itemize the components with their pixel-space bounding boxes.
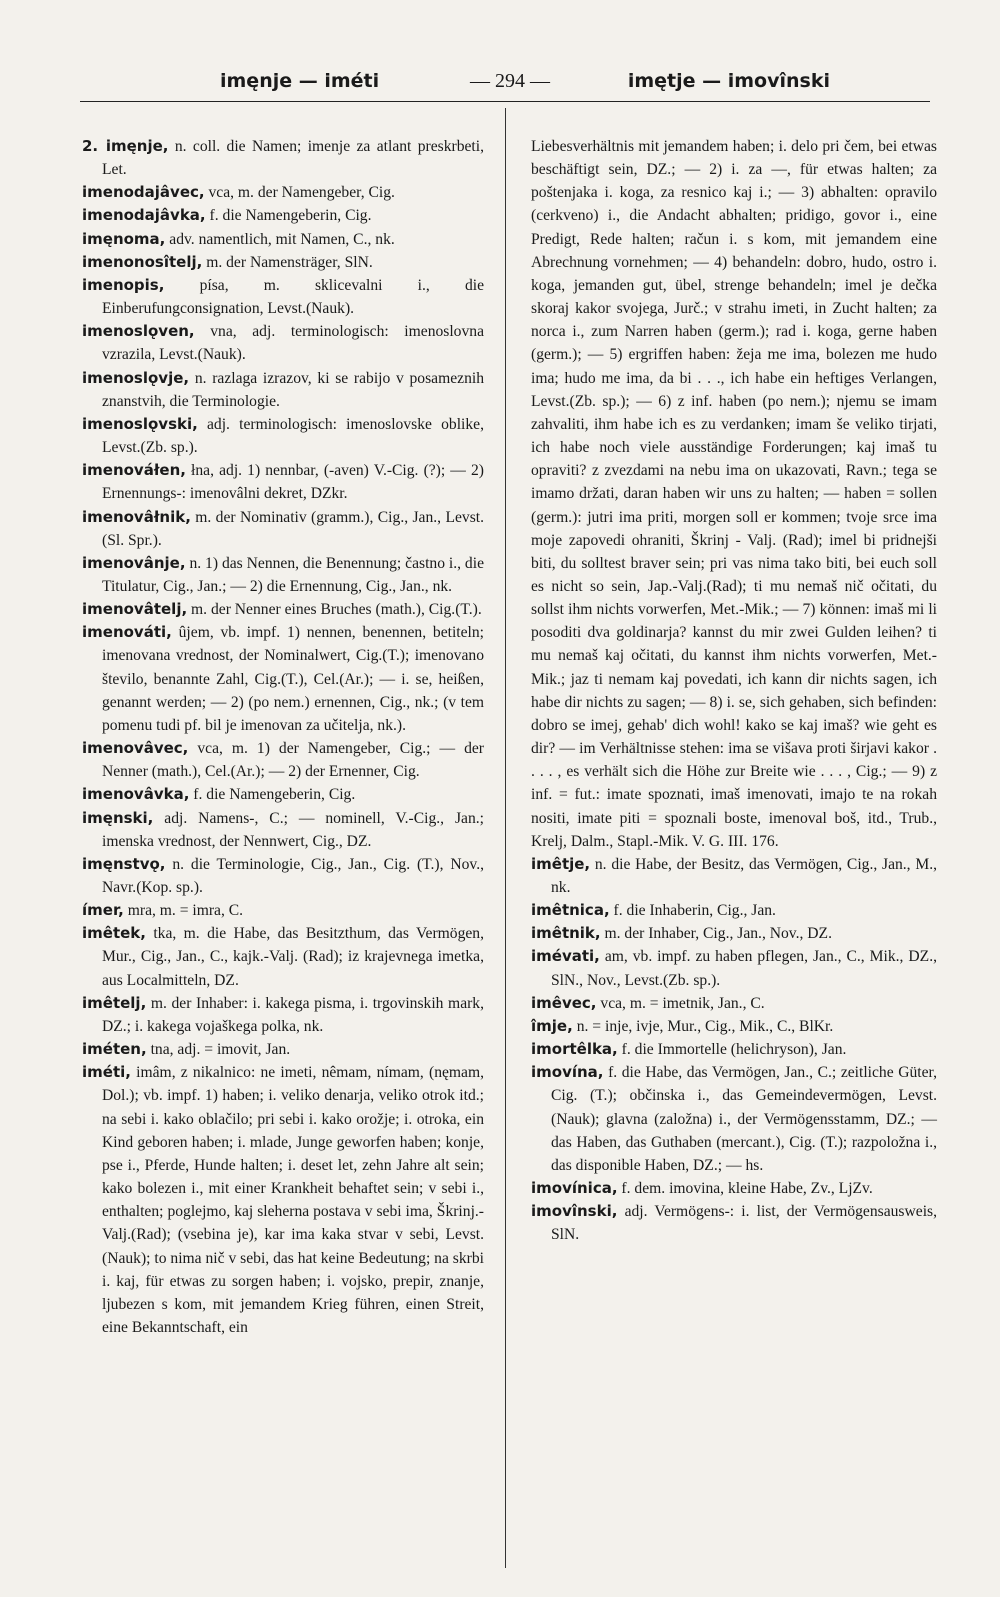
entry-definition: łna, adj. 1) nennbar, (-aven) V.-Cig. (?); — 2) Ernennungs-: imenovâlni dekret, DZkr. [102,462,484,503]
dictionary-entry [82,899,484,922]
entry-definition: f. die Inhaberin, Cig., Jan. [609,902,776,920]
dictionary-entry [531,1038,937,1061]
dictionary-entry [82,506,484,552]
dictionary-entry [82,274,484,320]
dictionary-entry [82,251,484,274]
entry-headword: 2. imęnje, [82,137,169,155]
entry-headword: imenonosîtelj, [82,252,203,271]
entry-definition: vca, m. der Namengeber, Cig. [204,184,395,202]
entry-headword: imenoslǫvski, [82,414,198,433]
entry-definition: f. die Habe, das Vermögen, Jan., C.; zeitliche Güter, Cig. (T.); občinska i., das Gemeindevermögen, Levst. (Nauk); glavna (založna) i., der Vermögensstamm, DZ.; — das Haben, das Guthaben (mercant.), Cig. (T.); razpoložna i., das disponible Haben, DZ.; — hs. [551,1064,937,1174]
entry-headword: imovína, [531,1063,604,1082]
entry-headword: imovînski, [531,1202,618,1221]
entry-headword: imêtje, [531,854,591,873]
entry-definition: vca, m. 1) der Namengeber, Cig.; — der Nenner (math.), Cel.(Ar.); — 2) der Ernenner, Cig. [102,740,484,781]
entry-headword: imenodajâvec, [82,183,205,202]
entry-definition: m. der Namensträger, SlN. [202,253,373,271]
entry-headword: imortêlka, [531,1040,618,1059]
dictionary-entry [82,992,484,1038]
entry-definition: mra, m. = imra, C. [123,902,244,920]
entry-definition: tna, adj. = imovit, Jan. [146,1041,291,1059]
entry-definition: imâm, z nikalnico: ne imeti, nêmam, nímam, (nęmam, Dol.); vb. impf. 1) haben; i. veliko denarja, veliko otrok itd.; na sebi i. kako oblačilo; pri sebi i. kako orožje; i. otroka, ein Kind geboren haben; i. mlade, Junge geworfen haben; konje, pse i., Pferde, Hunde halten; i. deset let, zehn Jahre alt sein; kako bolezen i., mit einer Krankheit behaftet sein; v sebi i., enthalten; poglejmo, kaj sleherna postava v sebi ima, Škrinj.-Valj.(Rad); (vsebina je), kar ima kaka stvar v sebi, Levst.(Nauk); to nima nič v sebi, das hat keine Bedeutung; na skrbi i. kaj, für etwas zu sorgen haben; i. vojsko, prepir, znanje, ljubezen s kom, mit jemandem Krieg führen, einen Streit, eine Bekanntschaft, ein [102,1064,484,1336]
entry-definition: f. die Namengeberin, Cig. [205,207,372,225]
dictionary-entry [82,621,484,737]
entry-definition: ûjem, vb. impf. 1) nennen, benennen, betiteln; imenovana vrednost, der Nominalwert, Cig.(T.); imenovano število, benannte Zahl, Cig.(T.), Cel.(Ar.); — i. se, heißen, genannt werden; — 2) (po nem.) ernennen, Cig., nk.; (v tem pomenu tudi pf. bil je imenovan za učitelja, nk.). [102,624,484,734]
right-column [531,135,937,1247]
entry-definition: n. razlaga izrazov, ki se rabijo v posameznih znanstvih, die Terminologie. [102,369,484,410]
dictionary-entry [82,181,484,204]
dictionary-entry [82,598,484,621]
entry-definition: adj. Namens-, C.; — nominell, V.-Cig., Jan.; imenska vrednost, der Nennwert, Cig., DZ. [102,809,484,850]
entry-headword: imenoslǫvje, [82,368,190,387]
dictionary-entry [82,320,484,366]
entry-headword: imenodajâvka, [82,206,206,225]
page-number: — 294 — [470,70,550,92]
entry-headword: iméti, [82,1063,131,1082]
dictionary-entry [531,922,937,945]
entry-headword: imévati, [531,947,600,966]
dictionary-entry [531,992,937,1015]
dictionary-entry [531,853,937,899]
dictionary-entry [82,737,484,783]
entry-headword: imęnski, [82,808,154,827]
dictionary-entry [82,1038,484,1061]
entry-definition: m. der Inhaber: i. kakega pisma, i. trgovinskih mark, DZ.; i. kakega vojaškega polka, nk. [102,994,484,1035]
entry-headword: imêtnik, [531,924,601,943]
header-right-guideword: imętje — imovînski [627,70,830,92]
entry-definition: f. die Immortelle (helichryson), Jan. [617,1041,847,1059]
dictionary-entry [82,552,484,598]
dictionary-entry [82,807,484,853]
entry-definition: n. die Habe, der Besitz, das Vermögen, Cig., Jan., M., nk. [551,855,937,896]
entry-headword: imenováti, [82,623,172,642]
entry-definition: n. die Terminologie, Cig., Jan., Cig. (T.), Nov., Navr.(Kop. sp.). [102,855,484,896]
dictionary-entry [82,783,484,806]
dictionary-entry [82,413,484,459]
entry-definition: m. der Inhaber, Cig., Jan., Nov., DZ. [600,925,832,943]
entry-headword: imęnoma, [82,229,166,248]
entry-definition: písa, m. sklicevalni i., die Einberufungconsignation, Levst.(Nauk). [102,276,484,318]
dictionary-entry [531,1177,937,1200]
dictionary-entry [531,1015,937,1038]
dictionary-entry [82,367,484,413]
entry-headword: iméten, [82,1040,147,1059]
dictionary-entry [531,899,937,922]
entry-definition: vna, adj. terminologisch: imenoslovna vzrazila, Levst.(Nauk). [102,323,484,364]
entry-headword: imenopis, [82,275,165,294]
dictionary-entry [82,922,484,991]
entry-headword: imęnstvǫ, [82,854,166,873]
dictionary-entry [82,135,484,181]
entry-definition: am, vb. impf. zu haben pflegen, Jan., C., Mik., DZ., SlN., Nov., Levst.(Zb. sp.). [551,948,937,989]
entry-definition: m. der Nenner eines Bruches (math.), Cig.(T.). [187,601,482,619]
entry-headword: imenovâvka, [82,785,190,804]
entry-headword: imêtnica, [531,901,610,920]
dictionary-entry [82,228,484,251]
entry-headword: imenovâvec, [82,739,189,758]
dictionary-entry [82,459,484,505]
left-column [82,135,484,1339]
entry-headword: imovínica, [531,1179,618,1198]
entry-definition: adj. Vermögens-: i. list, der Vermögensausweis, SlN. [551,1203,937,1244]
entry-headword: îmje, [531,1016,573,1035]
entry-headword: imenováłen, [82,461,186,480]
header-rule [80,101,930,102]
entry-definition: f. dem. imovina, kleine Habe, Zv., LjZv. [617,1180,873,1198]
column-divider [505,108,506,1568]
dictionary-entry [531,135,937,853]
entry-definition: adj. terminologisch: imenoslovske oblike, Levst.(Zb. sp.). [102,415,484,457]
entry-definition: tka, m. die Habe, das Besitzthum, das Vermögen, Mur., Cig., Jan., C., kajk.-Valj. (Rad); iz krajevnega imetka, aus Localmitteln, DZ. [102,925,484,989]
entry-definition: n. 1) das Nennen, die Benennung; častno i., die Titulatur, Cig., Jan.; — 2) die Ernennung, Cig., Jan., nk. [102,554,484,595]
entry-definition: Liebesverhältnis mit jemandem haben; i. delo pri čem, bei etwas beschäftigt sein, DZ.; — 2) i. za —, für etwas halten; za poštenjaka i. koga, za resnico kaj i.; — 3) abhalten: opravilo (cerkveno) i., die Andacht abhalten; pridigo, govor i., eine Predigt, Rede halten; račun i. s kom, mit jemandem eine Abrechnung vornehmen; — 4) behandeln: dobro, hudo, ostro i. koga, jemanden gut, übel, strenge behandeln; imel je dečka skoraj kakor svojega, Jurč.; v strahu imeti, in Zucht halten; za norca i., zum Narren haben (germ.); rad i. koga, gerne haben (germ.); — 5) ergriffen haben: žeja me ima, bolezen me hudo ima; hudo me ima, da bi . . ., ich habe ein heftiges Verlangen, Levst.(Zb. sp.); — 6) z inf. haben (po nem.); njemu se imam zahvaliti, ihm habe ich es zu verdanken; imam še veliko tirjati, ich habe noch viele ausständige Forderungen; kaj imaš tu opraviti? z zvezdami na nebu ima on ukazovati, Ravn.; tega se imamo držati, daran haben wir uns zu halten; — haben = sollen (germ.): jutri ima priti, morgen soll er kommen; tvoje srce ima moje zapovedi ohraniti, Škrinj - Valj. (Rad); imel bi pridnejši biti, du solltest braver sein; pri vas nima tako biti, bei euch soll es nicht so sein, Jap.-Valj.(Rad); ti mu nemaš nič očitati, du sollst ihm nichts vorwerfen, Met.-Mik.; — 7) können: imaš mi li posoditi dva goldinarja? kannst du mir zwei Gulden leihen? ti mu nemaš kaj očitati, du kannst ihm nichts vorwerfen, Met.-Mik.; jaz ti nemam kaj povedati, ich kann dir nichts sagen, ich habe dir nichts zu sagen; — 8) i. se, sich gehaben, sich befinden: dobro se imej, gehab' dich wohl! kako se kaj imaš? wie geht es dir? — im Verhältnisse stehen: ima se višava proti širjavi kakor . . . . , es verhält sich die Höhe zur Breite wie . . . , Cig.; — 9) z inf. = fut.: imate spoznati, imaš imenovati, imajo te na rokah nositi, imate piti = spoznali boste, imenoval boš, itd., Trub., Krelj, Dalm., Stapl.-Mik. V. G. III. 176. [531,138,937,850]
entry-definition: n. = inje, ivje, Mur., Cig., Mik., C., BlKr. [572,1017,834,1035]
entry-definition: vca, m. = imetnik, Jan., C. [596,994,765,1012]
dictionary-entry [531,1061,937,1177]
dictionary-entry [531,1200,937,1246]
entry-headword: imenovâtelj, [82,600,188,619]
entry-definition: n. coll. die Namen; imenje za atlant preskrbeti, Let. [102,138,484,179]
dictionary-entry [531,945,937,991]
entry-headword: imêtelj, [82,993,147,1012]
dictionary-entry [82,1061,484,1339]
entry-definition: m. der Nominativ (gramm.), Cig., Jan., Levst.(Sl. Spr.). [102,508,484,549]
entry-headword: imenoslǫven, [82,322,195,341]
entry-definition: f. die Namengeberin, Cig. [189,786,356,804]
running-header [200,70,830,96]
entry-headword: imêvec, [531,993,597,1012]
dictionary-entry [82,853,484,899]
entry-headword: ímer, [82,901,124,920]
entry-headword: imenovâłnik, [82,507,191,526]
entry-headword: imenovânje, [82,553,186,572]
entry-definition: adv. namentlich, mit Namen, C., nk. [165,230,395,248]
header-left-guideword: imęnje — iméti [220,70,380,92]
dictionary-entry [82,204,484,227]
entry-headword: imêtek, [82,924,146,943]
